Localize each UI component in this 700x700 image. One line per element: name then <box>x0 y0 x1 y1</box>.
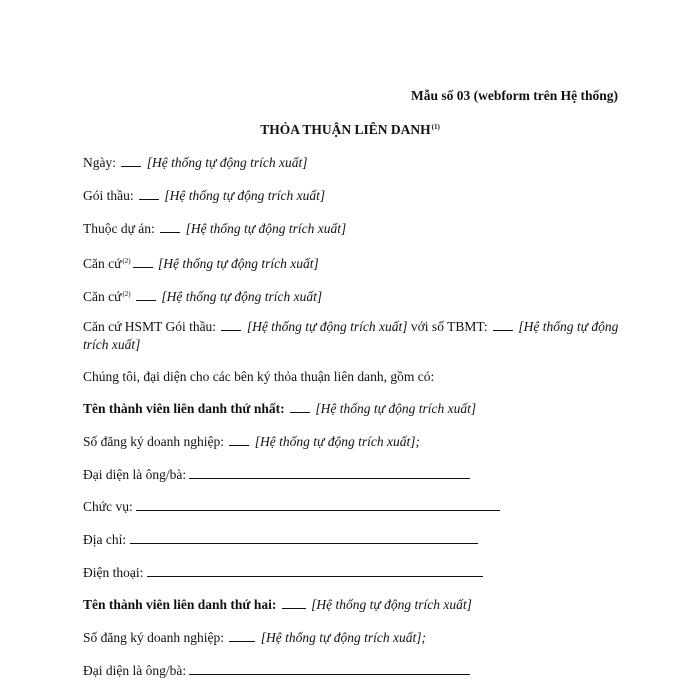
package-blank[interactable] <box>139 188 159 200</box>
basis-footnote: (2) <box>122 257 131 265</box>
basis-footnote: (2) <box>122 290 131 298</box>
reg-blank[interactable] <box>229 434 249 446</box>
address-label: Địa chỉ: <box>83 532 127 547</box>
rep-blank[interactable] <box>189 467 470 479</box>
second-member-blank[interactable] <box>282 597 306 609</box>
position-label: Chức vụ: <box>83 499 133 514</box>
hsmt-blank[interactable] <box>221 319 241 331</box>
tbmt-blank[interactable] <box>493 319 513 331</box>
first-member-blank[interactable] <box>290 401 310 413</box>
project-value: [Hệ thống tự động trích xuất] <box>185 221 347 236</box>
hsmt-label: Căn cứ HSMT Gói thầu: <box>83 319 217 334</box>
phone-blank[interactable] <box>147 565 483 577</box>
first-address-line <box>83 531 478 549</box>
basis-label: Căn cứ <box>83 256 122 271</box>
second-rep-line <box>83 662 470 680</box>
basis-value: [Hệ thống tự động trích xuất] <box>161 289 323 304</box>
basis-value: [Hệ thống tự động trích xuất] <box>157 256 319 271</box>
rep-label: Đại diện là ông/bà: <box>83 467 187 482</box>
date-line <box>83 154 307 172</box>
basis-label: Căn cứ <box>83 289 122 304</box>
project-blank[interactable] <box>160 221 180 233</box>
address-blank[interactable] <box>130 532 478 544</box>
package-line <box>83 187 325 205</box>
second-member-label: Tên thành viên liên danh thứ hai: <box>83 597 277 612</box>
basis-blank[interactable] <box>133 256 153 268</box>
reg-value: [Hệ thống tự động trích xuất]; <box>260 630 426 645</box>
basis-line-2 <box>83 285 322 306</box>
date-label: Ngày: <box>83 155 116 170</box>
package-label: Gói thầu: <box>83 188 134 203</box>
tbmt-value: [Hệ thống tự động trích xuất] <box>83 319 619 352</box>
reg-label: Số đăng ký doanh nghiệp: <box>83 434 224 449</box>
first-member-label: Tên thành viên liên danh thứ nhất: <box>83 401 285 416</box>
basis-blank[interactable] <box>136 289 156 301</box>
document-title <box>0 122 700 138</box>
first-rep-line <box>83 466 470 484</box>
phone-label: Điện thoại: <box>83 565 144 580</box>
second-member-line <box>83 596 472 614</box>
title-text: THỎA THUẬN LIÊN DANH <box>260 122 431 137</box>
first-reg-line <box>83 433 420 451</box>
project-label: Thuộc dự án: <box>83 221 155 236</box>
rep-label: Đại diện là ông/bà: <box>83 663 187 678</box>
position-blank[interactable] <box>136 499 500 511</box>
first-member-value: [Hệ thống tự động trích xuất] <box>315 401 477 416</box>
second-member-value: [Hệ thống tự động trích xuất] <box>311 597 472 612</box>
project-line <box>83 220 346 238</box>
first-member-line <box>83 400 476 418</box>
first-position-line <box>83 498 500 516</box>
rep-blank[interactable] <box>189 663 470 675</box>
title-footnote: (1) <box>431 123 440 131</box>
date-value: [Hệ thống tự động trích xuất] <box>146 155 308 170</box>
first-phone-line <box>83 564 483 582</box>
reg-blank[interactable] <box>229 630 255 642</box>
basis-line-1 <box>83 252 319 273</box>
form-number: Mẫu số 03 (webform trên Hệ thống) <box>411 88 618 103</box>
hsmt-line <box>83 318 619 354</box>
package-value: [Hệ thống tự động trích xuất] <box>164 188 326 203</box>
second-reg-line <box>83 629 426 647</box>
intro-text: Chúng tôi, đại diện cho các bên ký thỏa thuận liên danh, gồm có: <box>83 369 435 384</box>
date-blank[interactable] <box>121 155 141 167</box>
reg-value: [Hệ thống tự động trích xuất]; <box>254 434 420 449</box>
tbmt-label: với số TBMT: <box>410 319 488 334</box>
reg-label: Số đăng ký doanh nghiệp: <box>83 630 224 645</box>
hsmt-value: [Hệ thống tự động trích xuất] <box>246 319 408 334</box>
